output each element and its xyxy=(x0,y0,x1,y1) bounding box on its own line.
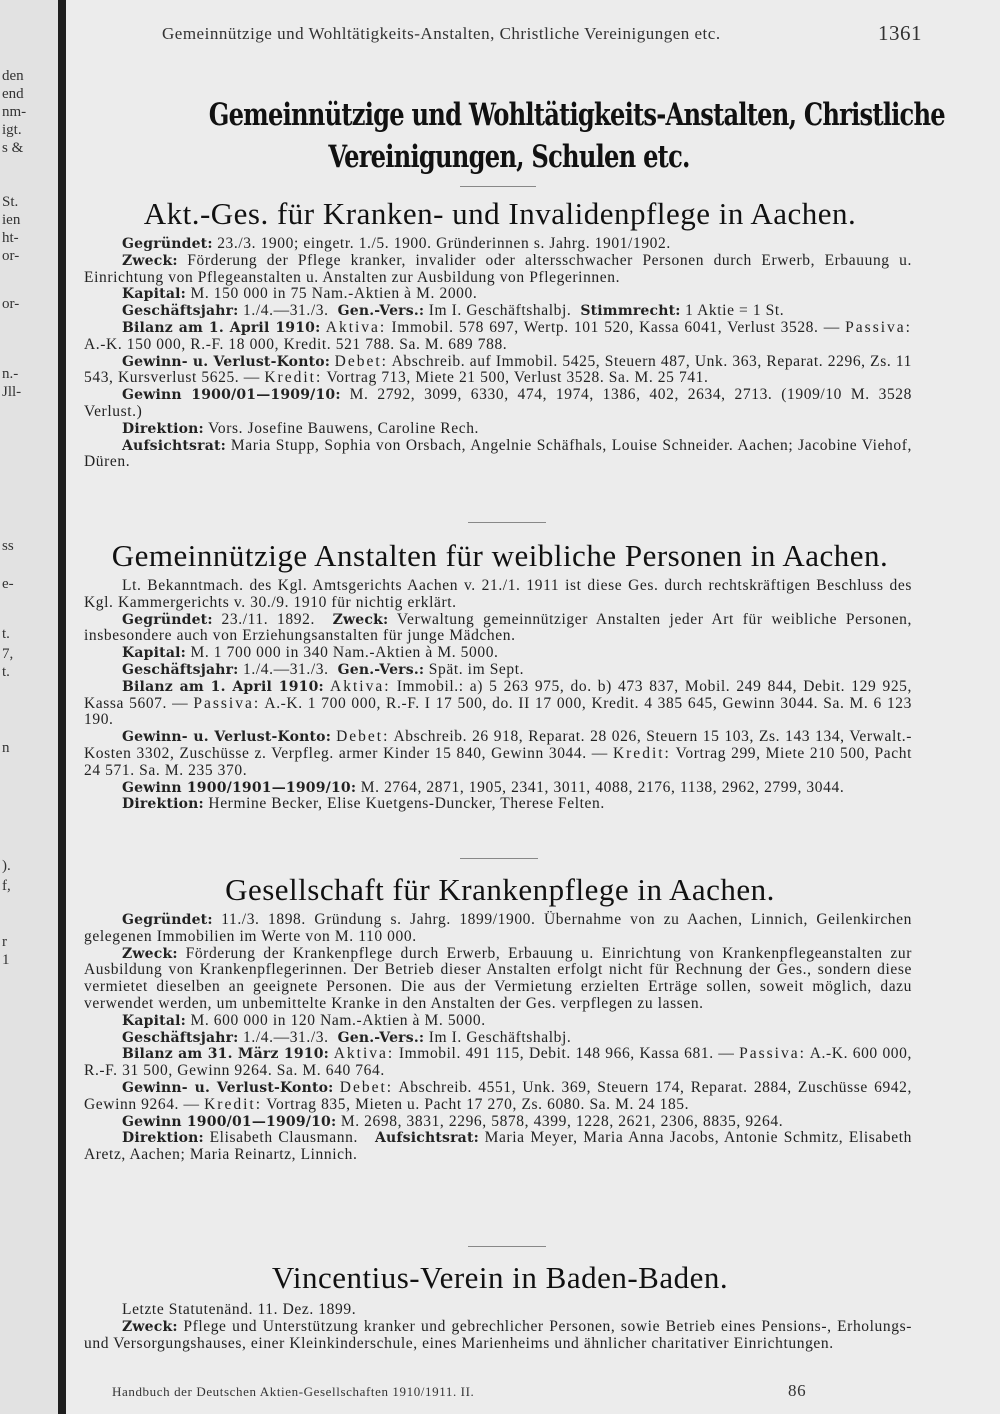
fiscal-entry: Geschäftsjahr: 1./4.—31./3. Gen.-Vers.: Spät. im Sept. xyxy=(122,660,525,678)
margin-fragment: 7, xyxy=(2,646,14,662)
profit-loss-entry: Gewinn- u. Verlust-Konto: Debet: Abschreib. 26 918, Reparat. 28 026, Steuern 15 103, Zs. 143 134, Verwalt.-Kosten 3302, Zuschüsse z. Verpfleg. armer Kinder 15 840, Gewinn 3044. — Kredit: Vortrag 299, Miete 210 500, Pacht 24 571. Sa. M. 235 370. xyxy=(84,728,912,779)
divider xyxy=(460,186,536,187)
board-entry: Aufsichtsrat: Maria Stupp, Sophia von Orsbach, Angelnie Schäfhals, Louise Schneider. Aachen; Jacobine Viehof, Düren. xyxy=(84,436,912,471)
book-gutter xyxy=(58,0,66,1414)
margin-fragment: den xyxy=(2,68,24,84)
management-entry: Direktion: Elisabeth Clausmann. Aufsichtsrat: Maria Meyer, Maria Anna Jacobs, Antonie Schmitz, Elisabeth Aretz, Aachen; Maria Reinartz, Linnich. xyxy=(84,1129,913,1164)
capital-entry: Kapital: M. 600 000 in 120 Nam.-Aktien à M. 5000. xyxy=(122,1011,486,1029)
profit-history-entry: Gewinn 1900/01—1909/10: M. 2792, 3099, 6330, 474, 1974, 1386, 402, 2634, 2713. (1909/10 M. 3528 Verlust.) xyxy=(84,386,913,420)
divider xyxy=(468,1246,546,1247)
margin-fragment: t. xyxy=(2,664,10,680)
margin-fragment: s & xyxy=(2,140,24,156)
purpose-entry: Zweck: Förderung der Pflege kranker, invalider oder altersschwacher Personen durch Erwerb, Erbauung u. Einrichtung von Pflegeanstalten u. Anstalten zur Ausbildung von Pflegerinnen. xyxy=(84,251,912,286)
balance-entry: Bilanz am 1. April 1910: Aktiva: Immobil.: a) 5 263 975, do. b) 473 837, Mobil. 249 844, Debit. 129 925, Kassa 5607. — Passiva: A.-K. 1 700 000, R.-F. I 17 500, do. II 17 000, Kredit. 4 385 645, Gewinn 3044. Sa. M. 6 123 190. xyxy=(84,677,912,729)
capital-entry: Kapital: M. 150 000 in 75 Nam.-Aktien à M. 2000. xyxy=(122,285,478,303)
margin-fragment: St. xyxy=(2,194,19,210)
notice-entry: Lt. Bekanntmach. des Kgl. Amtsgerichts Aachen v. 21./1. 1911 ist diese Ges. durch rechtskräftigen Beschluss des Kgl. Kammergerichts v. 30./9. 1910 für nichtig erklärt. xyxy=(84,577,912,611)
margin-fragment: t. xyxy=(2,626,10,642)
balance-entry: Bilanz am 31. März 1910: Aktiva: Immobil. 491 115, Debit. 148 966, Kassa 681. — Passiva: A.-K. 600 000, R.-F. 31 500, Gewinn 9264. Sa. M. 640 764. xyxy=(84,1045,912,1080)
margin-fragment: igt. xyxy=(2,122,22,138)
margin-fragment: ss xyxy=(2,538,14,554)
statute-entry: Letzte Statutenänd. 11. Dez. 1899. xyxy=(122,1301,357,1318)
profit-history-entry: Gewinn 1900/1901—1909/10: M. 2764, 2871, 1905, 2341, 3011, 4088, 2176, 1138, 2962, 2799, 3044. xyxy=(122,778,845,796)
margin-fragment: 1 xyxy=(2,952,10,968)
section-1-body xyxy=(84,236,912,471)
founded-entry: Gegründet: 23./3. 1900; eingetr. 1./5. 1900. Gründerinnen s. Jahrg. 1901/1902. xyxy=(122,235,671,252)
page-content xyxy=(84,0,945,1414)
previous-page-margin xyxy=(0,0,58,1414)
margin-fragment: n xyxy=(2,740,10,756)
page-title-line-2: Vereinigungen, Schulen etc. xyxy=(328,139,690,175)
section-3-title: Gesellschaft für Krankenpflege in Aachen. xyxy=(225,872,775,907)
page-number: 1361 xyxy=(878,21,922,45)
capital-entry: Kapital: M. 1 700 000 in 340 Nam.-Aktien à M. 5000. xyxy=(122,644,499,662)
section-1-title: Akt.-Ges. für Kranken- und Invalidenpflege in Aachen. xyxy=(143,196,857,231)
page-title xyxy=(208,94,945,178)
running-header xyxy=(162,21,922,45)
section-4-body xyxy=(84,1302,912,1352)
footer-title: Handbuch der Deutschen Aktien-Gesellschaften 1910/1911. II. xyxy=(112,1384,475,1399)
profit-loss-entry: Gewinn- u. Verlust-Konto: Debet: Abschreib. 4551, Unk. 369, Steuern 174, Reparat. 2884, Zuschüsse 6942, Gewinn 9264. — Kredit: Vortrag 835, Mieten u. Pacht 17 270, Zs. 6080. Sa. M. 24 185. xyxy=(84,1078,912,1113)
fiscal-entry: Geschäftsjahr: 1./4.—31./3. Gen.-Vers.: Im I. Geschäftshalbj. xyxy=(122,1028,572,1046)
founded-entry: Gegründet: 11./3. 1898. Gründung s. Jahrg. 1899/1900. Übernahme von zu Aachen, Linnich, Geilenkirchen gelegenen Immobilien im Werte von M. 110 000. xyxy=(84,911,912,945)
margin-fragment: end xyxy=(2,86,24,102)
page-footer xyxy=(112,1381,872,1400)
management-entry: Direktion: Vors. Josefine Bauwens, Caroline Rech. xyxy=(122,419,480,437)
sheet-number: 86 xyxy=(788,1381,807,1400)
divider xyxy=(468,522,546,523)
divider xyxy=(460,858,538,859)
profit-history-entry: Gewinn 1900/01—1909/10: M. 2698, 3831, 2296, 5878, 4399, 1228, 2621, 2306, 8835, 9264. xyxy=(122,1112,784,1130)
margin-fragment: or- xyxy=(2,296,20,312)
margin-fragment: nm- xyxy=(2,104,27,120)
management-entry: Direktion: Hermine Becker, Elise Kuetgens-Duncker, Therese Felten. xyxy=(122,795,605,813)
margin-fragment: or- xyxy=(2,248,20,264)
founded-entry: Gegründet: 23./11. 1892. Zweck: Verwaltung gemeinnütziger Anstalten jeder Art für weibliche Personen, insbesondere auch von Erziehungsanstalten für junge Mädchen. xyxy=(84,610,913,645)
purpose-entry: Zweck: Pflege und Unterstützung kranker und gebrechlicher Personen, sowie Betrieb eines Pensions-, Erholungs- und Versorgungshauses, einer Kleinkinderschule, eines Marienheims und ähnlicher charitativer Einrichtungen. xyxy=(84,1317,912,1352)
section-4-title: Vincentius-Verein in Baden-Baden. xyxy=(271,1260,729,1295)
margin-fragment: ien xyxy=(2,212,21,228)
page-title-line-1: Gemeinnützige und Wohltätigkeits-Anstalten, Christliche xyxy=(208,97,945,133)
margin-fragment: ). xyxy=(2,858,11,874)
section-3-body xyxy=(84,912,912,1164)
running-header-title: Gemeinnützige und Wohltätigkeits-Anstalten, Christliche Vereinigungen etc. xyxy=(162,24,721,43)
margin-fragment: f, xyxy=(2,878,11,894)
margin-fragment: Jll- xyxy=(2,384,22,400)
margin-fragment: r xyxy=(2,934,7,950)
fiscal-entry: Geschäftsjahr: 1./4.—31./3. Gen.-Vers.: Im I. Geschäftshalbj. Stimmrecht: 1 Aktie = 1 St. xyxy=(122,302,785,320)
purpose-entry: Zweck: Förderung der Krankenpflege durch Erwerb, Erbauung u. Einrichtung von Krankenpflegeanstalten zur Ausbildung von Krankenpflegerinnen. Der Betrieb dieser Anstalten erfolgt nicht für Rechnung der Ges., sondern diese vermietet dieselben an geeignete Personen. Die aus der Vermietung erzielten Erträge sollen, soweit möglich, dazu verwendet werden, um unbemittelte Kranke in den Anstalten der Ges. verpflegen zu lassen. xyxy=(84,944,912,1012)
margin-fragment: n.- xyxy=(2,366,19,382)
balance-entry: Bilanz am 1. April 1910: Aktiva: Immobil. 578 697, Wertp. 101 520, Kassa 6041, Verlust 3528. — Passiva: A.-K. 150 000, R.-F. 18 000, Kredit. 521 788. Sa. M. 689 788. xyxy=(84,318,912,353)
section-2-title: Gemeinnützige Anstalten für weibliche Personen in Aachen. xyxy=(111,538,889,573)
profit-loss-entry: Gewinn- u. Verlust-Konto: Debet: Abschreib. auf Immobil. 5425, Steuern 487, Unk. 363, Reparat. 2296, Zs. 11 543, Kursverlust 5625. — Kredit: Vortrag 713, Miete 21 500, Verlust 3528. Sa. M. 25 741. xyxy=(84,352,912,387)
margin-fragment: e- xyxy=(2,576,14,592)
section-2-body xyxy=(84,578,912,813)
margin-fragment: ht- xyxy=(2,230,19,246)
